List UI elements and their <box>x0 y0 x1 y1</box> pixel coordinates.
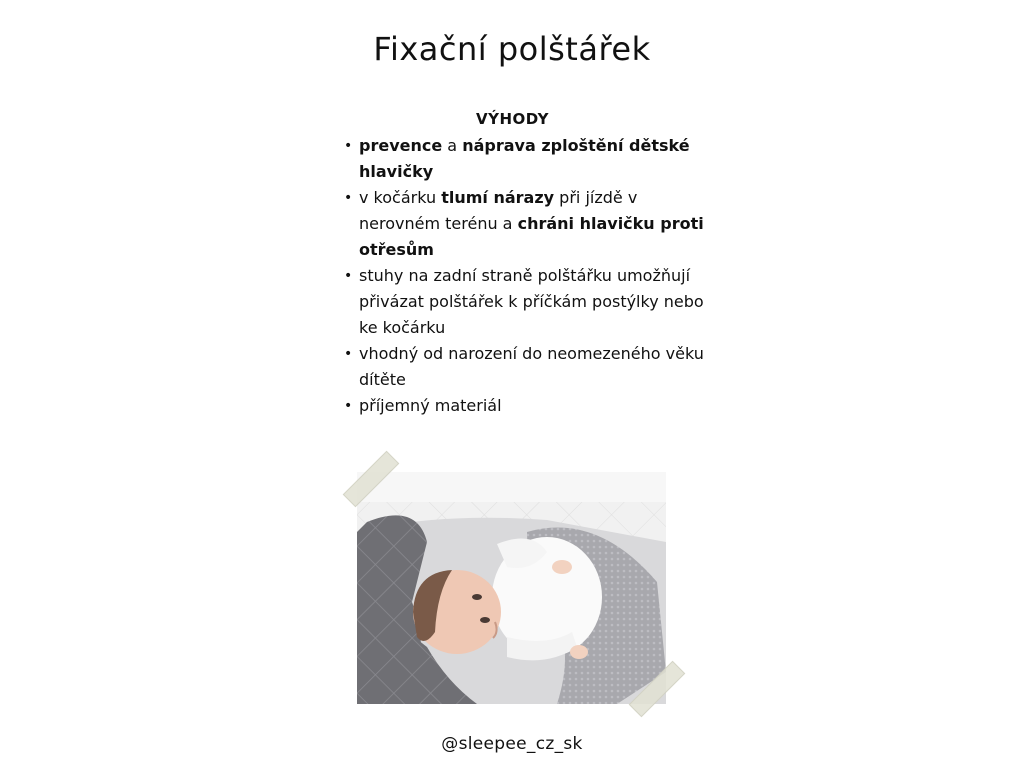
benefit-item <box>344 133 714 185</box>
benefit-item <box>344 393 714 419</box>
benefit-item <box>344 341 714 393</box>
benefit-text: stuhy na zadní straně polštářku umožňují přivázat polštářek k příčkám postýlky nebo ke kočárku <box>359 266 704 337</box>
benefits-list <box>344 133 714 419</box>
benefit-text: vhodný od narození do neomezeného věku dítěte <box>359 344 704 389</box>
page-title: Fixační polštářek <box>373 30 651 68</box>
benefit-item <box>344 263 714 341</box>
benefit-text-bold: chráni hlavičku proti otřesům <box>359 214 704 259</box>
benefits-heading: VÝHODY <box>476 110 549 128</box>
benefit-text: při jízdě v nerovném terénu a <box>359 188 638 233</box>
benefit-text: a <box>442 136 463 155</box>
baby-photo-illustration <box>357 472 666 704</box>
social-handle: @sleepee_cz_sk <box>441 734 583 754</box>
baby-on-pillow-photo <box>357 472 666 704</box>
benefit-item <box>344 185 714 263</box>
benefit-text: příjemný materiál <box>359 396 502 415</box>
benefit-text-bold: prevence <box>359 136 443 155</box>
product-photo-frame <box>348 462 678 714</box>
benefit-text: v kočárku <box>359 188 442 207</box>
benefit-text-bold: tlumí nárazy <box>441 188 555 207</box>
benefit-text-bold: náprava zploštění dětské hlavičky <box>359 136 690 181</box>
